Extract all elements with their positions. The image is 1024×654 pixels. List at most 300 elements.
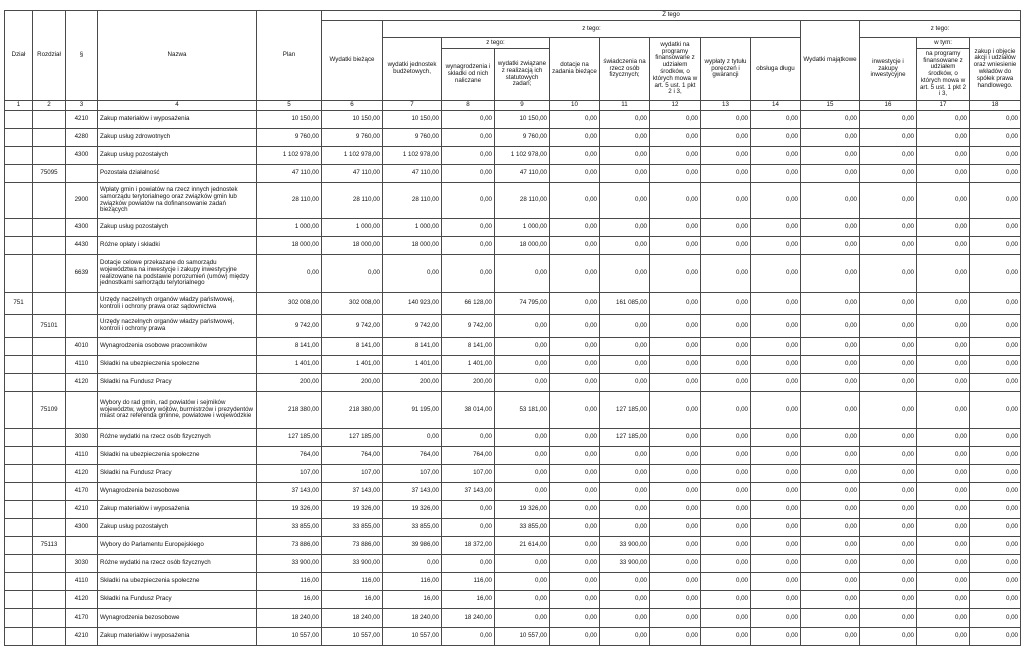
cell-value: 0,00 [701, 129, 751, 147]
cell-value: 0,00 [751, 237, 801, 255]
cell-paragraf [66, 315, 98, 338]
cell-value: 9 760,00 [495, 129, 550, 147]
cell-value: 116,00 [322, 573, 383, 591]
cell-value: 0,00 [650, 447, 701, 465]
cell-value: 0,00 [751, 219, 801, 237]
cell-value: 0,00 [550, 356, 600, 374]
cell-value: 0,00 [860, 237, 917, 255]
header-dotacje: dotacje na zadania bieżące [550, 38, 600, 101]
cell-paragraf: 4170 [66, 609, 98, 628]
cell-value: 0,00 [650, 293, 701, 315]
cell-value: 0,00 [600, 519, 650, 537]
cell-rozdzial [33, 501, 66, 519]
column-number: 18 [970, 101, 1021, 111]
cell-value: 18 000,00 [383, 237, 442, 255]
cell-value: 0,00 [442, 129, 495, 147]
cell-nazwa: Zakup usług zdrowotnych [98, 129, 257, 147]
cell-nazwa: Różne wydatki na rzecz osób fizycznych [98, 429, 257, 447]
cell-value: 0,00 [801, 338, 860, 356]
cell-value: 0,00 [550, 501, 600, 519]
cell-dzial [5, 501, 33, 519]
cell-value: 0,00 [917, 111, 970, 129]
cell-nazwa: Wynagrodzenia bezosobowe [98, 483, 257, 501]
cell-value: 1 401,00 [442, 356, 495, 374]
cell-value: 218 380,00 [322, 392, 383, 429]
cell-value: 0,00 [495, 356, 550, 374]
cell-value: 0,00 [442, 628, 495, 646]
cell-value: 0,00 [801, 429, 860, 447]
cell-plan: 764,00 [257, 447, 322, 465]
cell-plan: 47 110,00 [257, 165, 322, 183]
cell-value: 0,00 [600, 183, 650, 219]
cell-dzial [5, 392, 33, 429]
cell-value: 0,00 [701, 501, 751, 519]
cell-value: 0,00 [442, 183, 495, 219]
cell-value: 8 141,00 [442, 338, 495, 356]
table-row [5, 183, 1021, 219]
cell-value: 1 102 978,00 [383, 147, 442, 165]
cell-value: 107,00 [442, 465, 495, 483]
cell-dzial [5, 374, 33, 392]
cell-value: 0,00 [860, 374, 917, 392]
cell-value: 66 128,00 [442, 293, 495, 315]
cell-value: 73 886,00 [322, 537, 383, 555]
cell-value: 0,00 [917, 392, 970, 429]
cell-value: 0,00 [701, 356, 751, 374]
cell-nazwa: Urzędy naczelnych organów władzy państwowej, kontroli i ochrony prawa [98, 315, 257, 338]
cell-value: 0,00 [442, 237, 495, 255]
cell-plan: 18 000,00 [257, 237, 322, 255]
cell-nazwa: Zakup materiałów i wyposażenia [98, 111, 257, 129]
cell-nazwa: Wybory do Parlamentu Europejskiego [98, 537, 257, 555]
cell-plan: 0,00 [257, 255, 322, 293]
cell-value: 0,00 [495, 429, 550, 447]
cell-value: 0,00 [801, 519, 860, 537]
cell-value: 127 185,00 [600, 429, 650, 447]
cell-value: 1 401,00 [383, 356, 442, 374]
cell-value: 0,00 [550, 628, 600, 646]
cell-value: 0,00 [917, 555, 970, 573]
table-row [5, 609, 1021, 628]
cell-plan: 200,00 [257, 374, 322, 392]
cell-value: 0,00 [751, 609, 801, 628]
cell-value: 0,00 [600, 219, 650, 237]
table-row [5, 429, 1021, 447]
cell-value: 0,00 [801, 237, 860, 255]
cell-value: 0,00 [550, 129, 600, 147]
cell-value: 0,00 [970, 465, 1021, 483]
cell-value: 0,00 [860, 293, 917, 315]
cell-value: 0,00 [650, 255, 701, 293]
cell-value: 0,00 [600, 255, 650, 293]
cell-nazwa: Wybory do rad gmin, rad powiatów i sejmików województw, wybory wójtów, burmistrzów i prezydentów miast oraz referenda gminne, powiatowe i wojewódzkie [98, 392, 257, 429]
cell-value: 0,00 [751, 573, 801, 591]
cell-paragraf: 4110 [66, 447, 98, 465]
cell-value: 0,00 [917, 628, 970, 646]
header-paragraf: § [66, 11, 98, 101]
cell-value: 0,00 [860, 465, 917, 483]
cell-plan: 73 886,00 [257, 537, 322, 555]
table-body [5, 111, 1021, 646]
cell-value: 0,00 [917, 465, 970, 483]
table-row [5, 519, 1021, 537]
cell-value: 0,00 [701, 591, 751, 609]
cell-plan: 116,00 [257, 573, 322, 591]
cell-rozdzial [33, 111, 66, 129]
table-row [5, 591, 1021, 609]
cell-value: 47 110,00 [383, 165, 442, 183]
cell-value: 0,00 [801, 591, 860, 609]
column-number: 7 [383, 101, 442, 111]
cell-dzial [5, 555, 33, 573]
cell-value: 200,00 [322, 374, 383, 392]
cell-value: 18 000,00 [322, 237, 383, 255]
table-row [5, 255, 1021, 293]
cell-rozdzial [33, 555, 66, 573]
cell-value: 0,00 [650, 374, 701, 392]
cell-value: 0,00 [860, 537, 917, 555]
header-w-tym: w tym: [917, 38, 970, 49]
cell-value: 0,00 [701, 392, 751, 429]
cell-plan: 107,00 [257, 465, 322, 483]
cell-value: 1 401,00 [322, 356, 383, 374]
cell-value: 0,00 [600, 338, 650, 356]
cell-value: 1 102 978,00 [495, 147, 550, 165]
cell-value: 18 372,00 [442, 537, 495, 555]
cell-value: 0,00 [751, 628, 801, 646]
cell-rozdzial [33, 129, 66, 147]
cell-value: 0,00 [650, 219, 701, 237]
cell-plan: 33 855,00 [257, 519, 322, 537]
cell-value: 28 110,00 [383, 183, 442, 219]
cell-rozdzial [33, 429, 66, 447]
cell-value: 0,00 [550, 447, 600, 465]
table-row [5, 293, 1021, 315]
cell-value: 74 795,00 [495, 293, 550, 315]
table-row [5, 111, 1021, 129]
cell-paragraf: 4430 [66, 237, 98, 255]
cell-value: 0,00 [917, 338, 970, 356]
cell-value: 127 185,00 [322, 429, 383, 447]
cell-nazwa: Składki na ubezpieczenia społeczne [98, 356, 257, 374]
cell-paragraf: 4010 [66, 338, 98, 356]
cell-value: 0,00 [550, 293, 600, 315]
cell-value: 47 110,00 [495, 165, 550, 183]
column-number: 10 [550, 101, 600, 111]
cell-rozdzial: 75101 [33, 315, 66, 338]
cell-value: 0,00 [495, 255, 550, 293]
cell-value: 0,00 [650, 111, 701, 129]
cell-value: 28 110,00 [495, 183, 550, 219]
cell-plan: 127 185,00 [257, 429, 322, 447]
column-number: 16 [860, 101, 917, 111]
cell-value: 0,00 [917, 519, 970, 537]
cell-rozdzial [33, 255, 66, 293]
cell-paragraf: 4300 [66, 519, 98, 537]
cell-value: 0,00 [442, 555, 495, 573]
cell-value: 1 000,00 [383, 219, 442, 237]
cell-value: 0,00 [701, 165, 751, 183]
cell-value: 127 185,00 [600, 392, 650, 429]
cell-value: 9 760,00 [383, 129, 442, 147]
cell-value: 0,00 [970, 555, 1021, 573]
cell-value: 0,00 [650, 519, 701, 537]
cell-value: 0,00 [751, 483, 801, 501]
cell-value: 0,00 [860, 501, 917, 519]
cell-value: 0,00 [550, 111, 600, 129]
table-row [5, 465, 1021, 483]
cell-value: 0,00 [801, 483, 860, 501]
cell-dzial [5, 465, 33, 483]
cell-value: 0,00 [383, 255, 442, 293]
cell-plan: 18 240,00 [257, 609, 322, 628]
cell-nazwa: Składki na Fundusz Pracy [98, 465, 257, 483]
cell-value: 0,00 [751, 147, 801, 165]
cell-rozdzial [33, 237, 66, 255]
column-number: 14 [751, 101, 801, 111]
cell-value: 0,00 [600, 628, 650, 646]
cell-dzial [5, 219, 33, 237]
cell-value: 0,00 [701, 338, 751, 356]
cell-nazwa: Dotacje celowe przekazane do samorządu województwa na inwestycje i zakupy inwestycyjne realizowane na podstawie porozumień (umów) między jednostkami samorządu terytorialnego [98, 255, 257, 293]
cell-value: 0,00 [860, 356, 917, 374]
cell-value: 9 742,00 [322, 315, 383, 338]
cell-value: 0,00 [970, 356, 1021, 374]
cell-value: 0,00 [701, 465, 751, 483]
cell-value: 0,00 [550, 429, 600, 447]
cell-rozdzial [33, 338, 66, 356]
cell-value: 0,00 [550, 392, 600, 429]
cell-value: 0,00 [751, 519, 801, 537]
column-number: 11 [600, 101, 650, 111]
cell-value: 19 326,00 [383, 501, 442, 519]
cell-value: 0,00 [751, 129, 801, 147]
cell-value: 0,00 [970, 147, 1021, 165]
cell-value: 0,00 [751, 374, 801, 392]
cell-paragraf: 4120 [66, 465, 98, 483]
cell-value: 0,00 [650, 129, 701, 147]
cell-value: 8 141,00 [383, 338, 442, 356]
cell-value: 0,00 [495, 483, 550, 501]
cell-nazwa: Wpłaty gmin i powiatów na rzecz innych jednostek samorządu terytorialnego oraz związków gmin lub związków powiatów na dofinansowanie zadań bieżących [98, 183, 257, 219]
cell-rozdzial [33, 356, 66, 374]
header-dzial: Dział [5, 11, 33, 101]
header-wydatki-majatkowe: Wydatki majątkowe [801, 21, 860, 101]
cell-value: 0,00 [917, 165, 970, 183]
cell-value: 0,00 [860, 111, 917, 129]
cell-value: 0,00 [600, 374, 650, 392]
cell-value: 0,00 [650, 183, 701, 219]
table-row [5, 501, 1021, 519]
cell-value: 0,00 [917, 237, 970, 255]
cell-value: 0,00 [751, 356, 801, 374]
cell-rozdzial [33, 465, 66, 483]
header-poreczenia: wypłaty z tytułu poręczeń i gwarancji [701, 38, 751, 101]
cell-value: 0,00 [701, 315, 751, 338]
cell-value: 0,00 [600, 483, 650, 501]
cell-value: 8 141,00 [322, 338, 383, 356]
cell-value: 0,00 [917, 609, 970, 628]
cell-dzial [5, 165, 33, 183]
cell-value: 0,00 [970, 519, 1021, 537]
cell-value: 0,00 [383, 429, 442, 447]
cell-value: 0,00 [442, 501, 495, 519]
cell-value: 0,00 [917, 219, 970, 237]
cell-value: 38 014,00 [442, 392, 495, 429]
cell-paragraf: 4300 [66, 219, 98, 237]
cell-value: 0,00 [917, 573, 970, 591]
cell-value: 0,00 [801, 147, 860, 165]
cell-rozdzial: 75109 [33, 392, 66, 429]
cell-nazwa: Zakup materiałów i wyposażenia [98, 501, 257, 519]
cell-value: 0,00 [801, 293, 860, 315]
cell-value: 200,00 [442, 374, 495, 392]
cell-paragraf: 4280 [66, 129, 98, 147]
cell-value: 200,00 [383, 374, 442, 392]
cell-dzial [5, 447, 33, 465]
cell-dzial [5, 519, 33, 537]
cell-value: 39 986,00 [383, 537, 442, 555]
cell-value: 19 326,00 [322, 501, 383, 519]
cell-value: 0,00 [917, 537, 970, 555]
cell-value: 0,00 [650, 555, 701, 573]
cell-value: 0,00 [860, 573, 917, 591]
cell-value: 0,00 [600, 447, 650, 465]
cell-value: 0,00 [701, 219, 751, 237]
cell-value: 0,00 [970, 573, 1021, 591]
table-row [5, 555, 1021, 573]
cell-nazwa: Składki na Fundusz Pracy [98, 374, 257, 392]
cell-value: 18 240,00 [322, 609, 383, 628]
cell-paragraf: 4210 [66, 111, 98, 129]
table-row [5, 537, 1021, 555]
cell-value: 0,00 [970, 429, 1021, 447]
cell-value: 0,00 [550, 147, 600, 165]
cell-paragraf: 4110 [66, 573, 98, 591]
cell-value: 21 614,00 [495, 537, 550, 555]
cell-plan: 302 008,00 [257, 293, 322, 315]
cell-value: 33 900,00 [322, 555, 383, 573]
cell-dzial [5, 573, 33, 591]
cell-value: 0,00 [600, 165, 650, 183]
column-number: 4 [98, 101, 257, 111]
table-row [5, 573, 1021, 591]
cell-paragraf: 4110 [66, 356, 98, 374]
header-z-tego-biezace: z tego: [383, 21, 801, 38]
cell-value: 18 240,00 [442, 609, 495, 628]
cell-value: 0,00 [701, 573, 751, 591]
cell-rozdzial [33, 628, 66, 646]
header-wydatki-jednostek: wydatki jednostek budżetowych, [383, 38, 442, 101]
cell-nazwa: Zakup materiałów i wyposażenia [98, 628, 257, 646]
cell-rozdzial [33, 591, 66, 609]
cell-value: 47 110,00 [322, 165, 383, 183]
cell-nazwa: Urzędy naczelnych organów władzy państwowej, kontroli i ochrony prawa oraz sądownictwa [98, 293, 257, 315]
cell-value: 0,00 [860, 147, 917, 165]
cell-value: 0,00 [917, 147, 970, 165]
cell-nazwa: Wynagrodzenia bezosobowe [98, 609, 257, 628]
cell-dzial [5, 609, 33, 628]
cell-rozdzial [33, 483, 66, 501]
cell-paragraf: 4210 [66, 628, 98, 646]
cell-value: 0,00 [970, 447, 1021, 465]
cell-value: 0,00 [550, 237, 600, 255]
cell-dzial: 751 [5, 293, 33, 315]
cell-value: 16,00 [442, 591, 495, 609]
cell-value: 764,00 [442, 447, 495, 465]
table-row [5, 392, 1021, 429]
cell-value: 0,00 [801, 219, 860, 237]
cell-nazwa: Zakup usług pozostałych [98, 147, 257, 165]
cell-value: 0,00 [860, 609, 917, 628]
cell-plan: 19 326,00 [257, 501, 322, 519]
cell-value: 0,00 [701, 537, 751, 555]
cell-nazwa: Wynagrodzenia osobowe pracowników [98, 338, 257, 356]
cell-value: 28 110,00 [322, 183, 383, 219]
cell-value: 0,00 [442, 219, 495, 237]
cell-value: 0,00 [917, 129, 970, 147]
header-akcje-udzialy: zakup i objęcie akcji i udziałów oraz wniesienie wkładów do spółek prawa handlowego. [970, 38, 1021, 101]
cell-value: 0,00 [970, 609, 1021, 628]
cell-value: 10 557,00 [322, 628, 383, 646]
cell-dzial [5, 356, 33, 374]
cell-plan: 218 380,00 [257, 392, 322, 429]
cell-value: 19 326,00 [495, 501, 550, 519]
cell-value: 37 143,00 [442, 483, 495, 501]
header-rozdzial: Rozdział [33, 11, 66, 101]
cell-value: 0,00 [600, 111, 650, 129]
column-number: 1 [5, 101, 33, 111]
cell-rozdzial [33, 374, 66, 392]
cell-value: 0,00 [751, 183, 801, 219]
cell-value: 0,00 [442, 519, 495, 537]
cell-value: 9 742,00 [442, 315, 495, 338]
cell-value: 0,00 [970, 392, 1021, 429]
cell-value: 764,00 [383, 447, 442, 465]
column-number: 5 [257, 101, 322, 111]
cell-value: 0,00 [751, 429, 801, 447]
cell-value: 1 000,00 [322, 219, 383, 237]
cell-nazwa: Różne opłaty i składki [98, 237, 257, 255]
table-row [5, 447, 1021, 465]
cell-value: 0,00 [860, 129, 917, 147]
cell-value: 0,00 [860, 483, 917, 501]
cell-value: 0,00 [860, 555, 917, 573]
table-row [5, 338, 1021, 356]
cell-value: 0,00 [801, 392, 860, 429]
cell-nazwa: Składki na ubezpieczenia społeczne [98, 447, 257, 465]
cell-nazwa: Składki na ubezpieczenia społeczne [98, 573, 257, 591]
cell-value: 0,00 [550, 609, 600, 628]
column-number: 13 [701, 101, 751, 111]
cell-value: 0,00 [751, 111, 801, 129]
cell-value: 0,00 [650, 338, 701, 356]
cell-value: 0,00 [751, 591, 801, 609]
cell-value: 0,00 [801, 628, 860, 646]
table-row [5, 374, 1021, 392]
cell-value: 0,00 [495, 555, 550, 573]
table-row [5, 147, 1021, 165]
cell-value: 0,00 [550, 573, 600, 591]
cell-rozdzial [33, 447, 66, 465]
cell-rozdzial [33, 219, 66, 237]
cell-value: 116,00 [442, 573, 495, 591]
cell-nazwa: Zakup usług pozostałych [98, 519, 257, 537]
cell-value: 0,00 [751, 315, 801, 338]
cell-value: 0,00 [495, 338, 550, 356]
cell-dzial [5, 255, 33, 293]
cell-value: 0,00 [701, 183, 751, 219]
